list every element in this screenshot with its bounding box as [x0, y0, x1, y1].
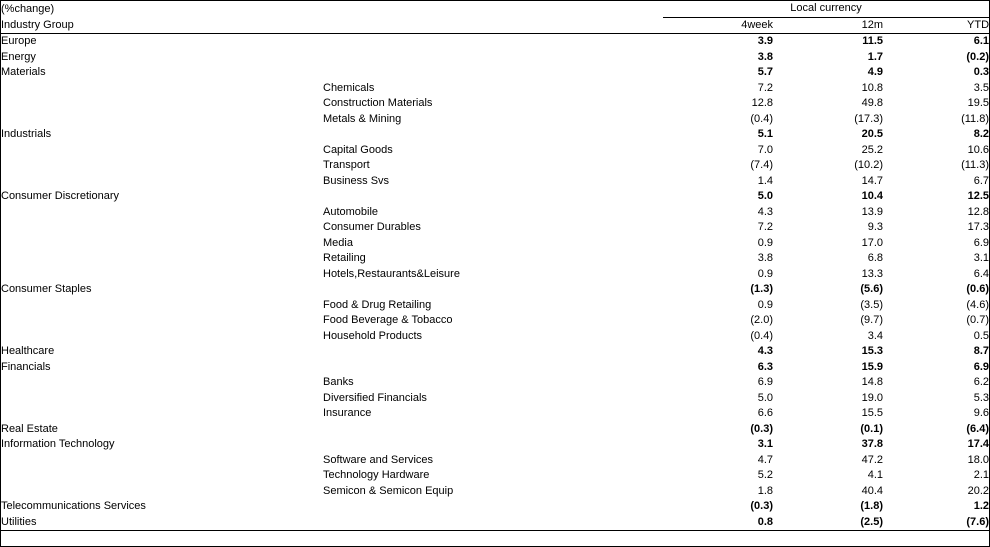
value-4week: 0.9	[757, 236, 773, 249]
value-4week: 7.2	[757, 221, 773, 233]
value-ytd: 6.4	[973, 267, 990, 280]
column-header-4week: 4week	[663, 17, 773, 34]
value-12m: 40.4	[861, 484, 883, 497]
subgroup-label: Automobile	[323, 205, 379, 218]
value-4week: 6.9	[757, 376, 773, 388]
value-12m: 20.5	[861, 128, 883, 140]
value-ytd: 20.2	[967, 484, 990, 497]
value-4week: (7.4)	[750, 159, 773, 171]
value-12m: 4.1	[867, 469, 883, 481]
value-4week: 7.2	[757, 81, 773, 94]
value-ytd: 8.2	[973, 128, 990, 140]
value-ytd: (0.6)	[966, 283, 990, 295]
table-row	[1, 344, 989, 360]
subgroup-label	[323, 499, 663, 515]
value-ytd: 19.5	[967, 97, 990, 109]
row-label-blank	[1, 391, 323, 407]
group-label: Financials	[1, 360, 51, 373]
value-12m: 14.8	[861, 376, 883, 388]
value-ytd: (7.6)	[883, 515, 989, 531]
row-label-blank	[1, 267, 323, 283]
value-4week: 6.3	[757, 360, 773, 373]
table-row	[1, 422, 989, 438]
value-12m: 47.2	[861, 453, 883, 466]
group-label: Consumer Discretionary	[1, 190, 119, 202]
group-label: Information Technology	[1, 438, 115, 450]
table-row	[1, 298, 989, 314]
value-12m: (17.3)	[854, 112, 883, 125]
header-spacer	[323, 1, 663, 17]
value-ytd: 5.3	[973, 391, 990, 404]
table-row	[1, 313, 989, 329]
value-12m: 9.3	[867, 221, 883, 233]
value-12m: (2.5)	[773, 515, 883, 531]
group-label: Consumer Staples	[1, 283, 92, 295]
value-4week: (2.0)	[750, 314, 773, 326]
subgroup-label: Capital Goods	[323, 143, 393, 156]
value-12m: 25.2	[861, 143, 883, 156]
table-row	[1, 236, 989, 252]
value-12m: 17.0	[861, 236, 883, 249]
value-4week: 12.8	[751, 97, 773, 109]
row-label-blank	[1, 468, 323, 484]
subgroup-label	[323, 65, 663, 81]
table-row	[1, 143, 989, 159]
value-4week: 5.7	[757, 66, 773, 78]
value-12m: 15.3	[861, 345, 883, 357]
table-row	[1, 267, 989, 283]
value-12m: (5.6)	[860, 283, 883, 295]
table-row	[1, 406, 989, 422]
value-4week: (0.3)	[750, 500, 773, 512]
subgroup-label: Consumer Durables	[323, 221, 421, 233]
value-ytd: (4.6)	[966, 298, 990, 311]
value-ytd: 12.8	[967, 205, 990, 218]
subgroup-label	[323, 344, 663, 360]
subgroup-label	[323, 360, 663, 376]
value-ytd: 6.9	[973, 360, 990, 373]
value-12m: (10.2)	[854, 159, 883, 171]
value-12m: 13.3	[861, 267, 883, 280]
subgroup-label: Technology Hardware	[323, 469, 430, 481]
value-12m: 14.7	[861, 174, 883, 187]
subgroup-label: Insurance	[323, 407, 372, 419]
table-row	[1, 205, 989, 221]
row-label-blank	[1, 484, 323, 500]
column-header-12m: 12m	[773, 17, 883, 34]
value-12m: 19.0	[861, 391, 883, 404]
table-row	[1, 34, 989, 50]
table-row	[1, 174, 989, 190]
value-12m: 13.9	[861, 205, 883, 218]
value-12m: 49.8	[861, 97, 883, 109]
table-row	[1, 468, 989, 484]
row-label-blank	[1, 236, 323, 252]
subgroup-label: Household Products	[323, 329, 423, 342]
table-row	[1, 189, 989, 205]
header-row-columns	[1, 17, 989, 34]
value-4week: (0.4)	[750, 329, 773, 342]
value-4week: 4.3	[757, 345, 773, 357]
row-label-blank	[1, 453, 323, 469]
table-row	[1, 158, 989, 174]
value-12m: 6.8	[867, 252, 883, 264]
subgroup-label: Banks	[323, 376, 354, 388]
value-ytd: 6.9	[973, 236, 990, 249]
value-12m: 4.9	[867, 66, 883, 78]
local-currency-label: Local currency	[663, 1, 989, 17]
subgroup-label: Software and Services	[323, 453, 434, 466]
row-label-blank	[1, 158, 323, 174]
table-row	[1, 50, 989, 66]
value-4week: 4.3	[757, 205, 773, 218]
row-label-blank	[1, 81, 323, 97]
value-12m: 3.4	[867, 329, 883, 342]
value-ytd: 6.1	[973, 35, 990, 47]
value-ytd: 18.0	[967, 453, 990, 466]
value-12m: 15.5	[861, 407, 883, 419]
value-4week: (1.3)	[750, 283, 773, 295]
industry-group-label: Industry Group	[1, 17, 323, 34]
value-ytd: (11.8)	[961, 112, 990, 125]
value-12m: (1.8)	[860, 500, 883, 512]
value-4week: 3.8	[757, 50, 773, 63]
table-row	[1, 96, 989, 112]
subgroup-label	[323, 50, 663, 66]
value-ytd: 1.2	[973, 500, 990, 512]
group-label: Healthcare	[1, 345, 55, 357]
table-row	[1, 453, 989, 469]
value-4week: 5.0	[757, 391, 773, 404]
value-ytd: 0.3	[973, 66, 990, 78]
performance-table	[1, 1, 989, 531]
value-ytd: 8.7	[973, 345, 990, 357]
group-label: Real Estate	[1, 422, 58, 435]
row-label-blank	[1, 406, 323, 422]
row-label-blank	[1, 143, 323, 159]
value-12m: 10.4	[861, 190, 883, 202]
subgroup-label: Food & Drug Retailing	[323, 298, 432, 311]
value-ytd: 2.1	[973, 469, 990, 481]
value-12m: 11.5	[862, 35, 883, 47]
table-body	[1, 34, 989, 531]
table-row	[1, 484, 989, 500]
units-label: (%change)	[1, 2, 55, 15]
table-row	[1, 329, 989, 345]
value-ytd: 0.5	[973, 329, 990, 342]
value-ytd: 3.5	[973, 81, 990, 94]
subgroup-label: Retailing	[323, 252, 366, 264]
value-12m: (3.5)	[860, 298, 883, 311]
value-12m: 1.7	[867, 50, 883, 63]
value-4week: 6.6	[757, 407, 773, 419]
value-4week: 5.0	[757, 190, 773, 202]
value-4week: 3.8	[757, 252, 773, 264]
subgroup-label: Semicon & Semicon Equip	[323, 484, 454, 497]
table-row	[1, 81, 989, 97]
subgroup-label	[323, 515, 663, 531]
table-row	[1, 65, 989, 81]
group-label: Materials	[1, 66, 46, 78]
subgroup-label: Business Svs	[323, 174, 390, 187]
value-4week: 1.4	[757, 174, 773, 187]
value-4week: 5.2	[757, 469, 773, 481]
row-label-blank	[1, 375, 323, 391]
value-ytd: 6.2	[973, 376, 990, 388]
subgroup-label: Hotels,Restaurants&Leisure	[323, 267, 460, 280]
value-12m: (0.1)	[860, 422, 883, 435]
value-4week: 3.9	[757, 35, 773, 47]
value-ytd: (6.4)	[966, 422, 990, 435]
subgroup-label	[323, 437, 663, 453]
table-row	[1, 437, 989, 453]
value-4week: 0.8	[663, 515, 773, 531]
group-label: Energy	[1, 50, 36, 63]
subgroup-label: Metals & Mining	[323, 112, 402, 125]
value-4week: 1.8	[757, 484, 773, 497]
subgroup-label: Food Beverage & Tobacco	[323, 314, 453, 326]
value-ytd: 17.4	[967, 438, 990, 450]
value-12m: 15.9	[861, 360, 883, 373]
table-row	[1, 391, 989, 407]
subgroup-label	[323, 282, 663, 298]
subgroup-label	[323, 189, 663, 205]
subgroup-label: Construction Materials	[323, 97, 433, 109]
value-ytd: (0.2)	[966, 50, 990, 63]
table-row	[1, 220, 989, 236]
value-ytd: 10.6	[967, 143, 990, 156]
value-ytd: 9.6	[973, 407, 990, 419]
subgroup-label	[323, 422, 663, 438]
group-label: Utilities	[1, 515, 323, 531]
value-12m: 10.8	[861, 81, 883, 94]
table-row	[1, 112, 989, 128]
value-4week: 5.1	[757, 128, 773, 140]
row-label-blank	[1, 220, 323, 236]
table-row	[1, 282, 989, 298]
column-header-ytd: YTD	[883, 17, 989, 34]
table-header	[1, 1, 989, 34]
table-row	[1, 360, 989, 376]
row-label-blank	[1, 96, 323, 112]
table-row	[1, 375, 989, 391]
value-12m: 37.8	[861, 438, 883, 450]
value-4week: (0.3)	[750, 422, 773, 435]
row-label-blank	[1, 112, 323, 128]
value-ytd: 6.7	[973, 174, 990, 187]
subgroup-label	[323, 127, 663, 143]
subgroup-label: Transport	[323, 159, 370, 171]
row-label-blank	[1, 329, 323, 345]
value-4week: 0.9	[757, 298, 773, 311]
value-ytd: 17.3	[967, 221, 990, 233]
row-label-blank	[1, 174, 323, 190]
group-label: Europe	[1, 35, 37, 47]
row-label-blank	[1, 298, 323, 314]
table-row	[1, 127, 989, 143]
row-label-blank	[1, 313, 323, 329]
value-4week: 7.0	[757, 143, 773, 156]
value-ytd: (11.3)	[961, 159, 990, 171]
value-ytd: 3.1	[973, 252, 990, 264]
table-row	[1, 499, 989, 515]
value-12m: (9.7)	[860, 314, 883, 326]
table-row	[1, 515, 989, 531]
table-row	[1, 251, 989, 267]
value-4week: 3.1	[757, 438, 773, 450]
subgroup-label: Media	[323, 236, 353, 249]
row-label-blank	[1, 205, 323, 221]
header-spacer-2	[323, 17, 663, 34]
value-4week: 0.9	[757, 267, 773, 280]
subgroup-label: Diversified Financials	[323, 391, 427, 404]
subgroup-label	[323, 34, 663, 50]
value-4week: 4.7	[757, 453, 773, 466]
header-row-units	[1, 1, 989, 17]
value-ytd: (0.7)	[966, 314, 990, 326]
value-4week: (0.4)	[750, 112, 773, 125]
group-label: Industrials	[1, 128, 52, 140]
group-label: Telecommunications Services	[1, 500, 146, 512]
row-label-blank	[1, 251, 323, 267]
subgroup-label: Chemicals	[323, 81, 375, 94]
value-ytd: 12.5	[967, 190, 990, 202]
